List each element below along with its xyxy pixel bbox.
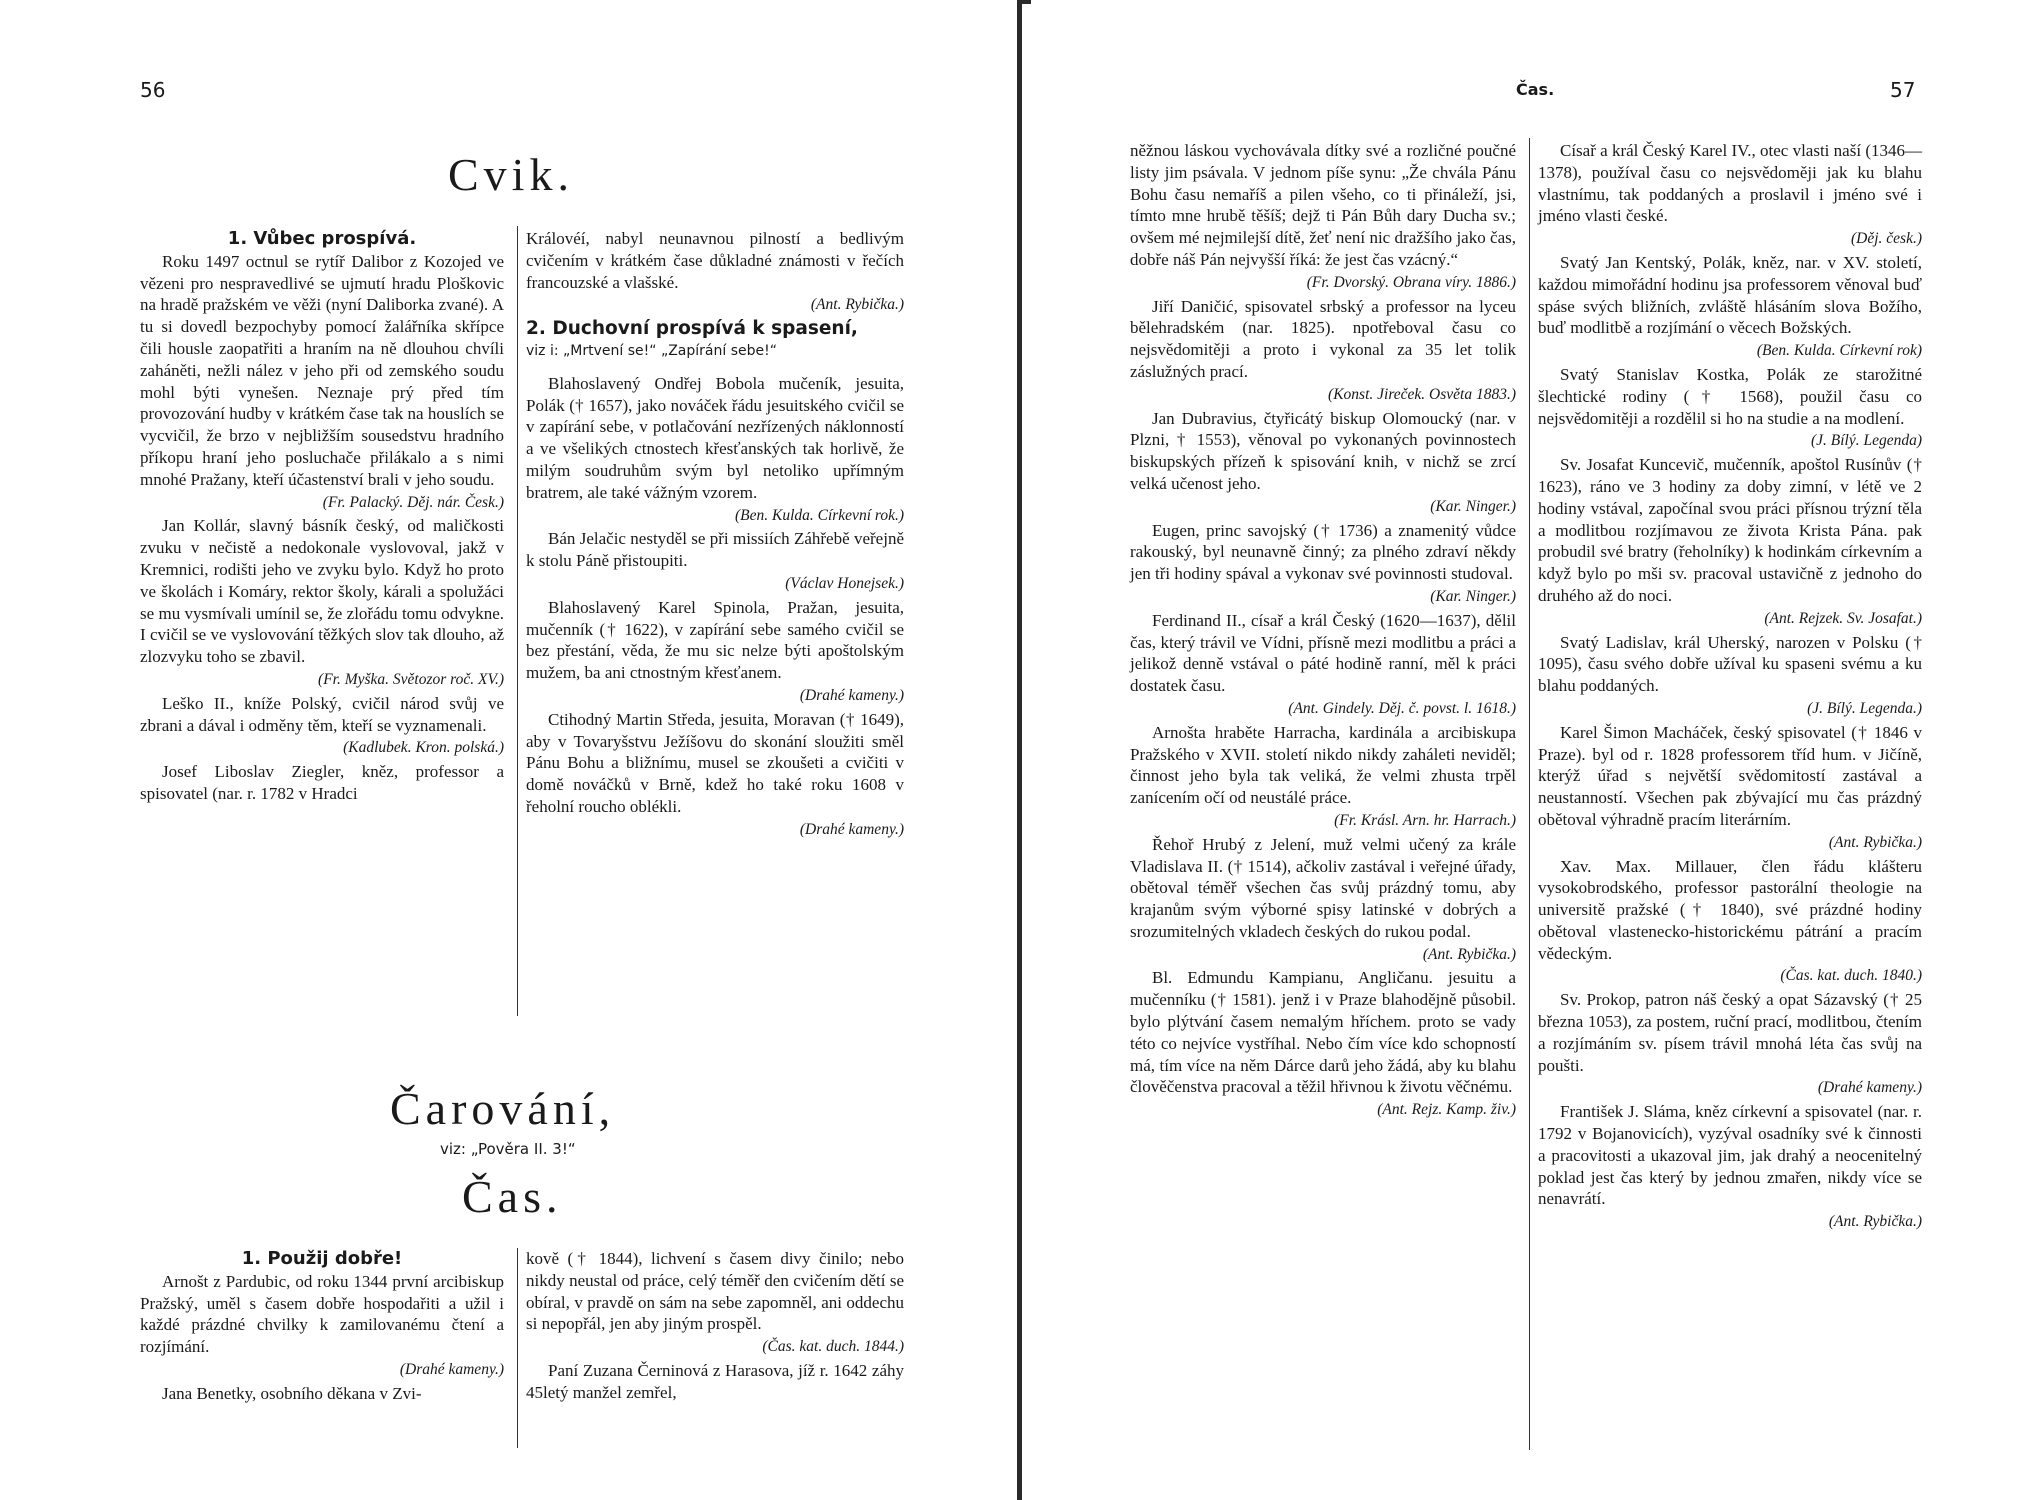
citation: (Ant. Rybička.) (1828, 833, 1922, 851)
citation: (Kadlubek. Kron. polská.) (343, 739, 504, 757)
cas-column-1 (140, 1248, 504, 1406)
citation: (Fr. Palacký. Děj. nár. Česk.) (322, 493, 504, 511)
citation: (Ben. Kulda. Církevní rok) (1756, 342, 1922, 360)
citation: (Fr. Dvorský. Obrana víry. 1886.) (1306, 273, 1516, 291)
paragraph-arnost: Arnošt z Pardubic, od roku 1344 první arcibiskup Pražský, uměl s časem dobře hospodařiti a užil i každé prázdné chvilky k zamilovanému čtení a rozjímání. (140, 1271, 504, 1357)
paragraph-benetka: Jana Benetky, osobního děkana v Zvi- (162, 1383, 422, 1403)
section2-heading: 2. Duchovní prospívá k spasení, (526, 318, 858, 340)
right-page (1020, 0, 2022, 1500)
citation: (Konst. Jireček. Osvěta 1883.) (1328, 385, 1516, 403)
paragraph-karel-iv: Císař a král Český Karel IV., otec vlasti naší (1346—1378), používal času co nejsvědoměji jak ku blahu vlastnímu, tak poddaných a proslavil i jméno své i jméno vlasti české. (1538, 141, 1922, 226)
column-divider (517, 226, 518, 1016)
paragraph-kuncevic: Sv. Josafat Kuncevič, mučenník, apoštol Rusínův († 1623), ráno ve 3 hodiny za doby zimní, v létě ve 2 hodiny vstával, započínal svou práci přísnou trýzní těla a modlitbou rozjímavou ze života Krista Pána. pak probudil své bratry (řeholníky) k hodinkám církevním a když bylo po mši sv. pracoval ustavičně z jednoho do druhého až do noci. (1538, 455, 1922, 605)
paragraph-bobola: Blahoslavený Ondřej Bobola mučeník, jesuita, Polák († 1657), jako nováček řádu jesuitského cvičil se v zapírání sebe, v potlačování nezřízených náklonností a ve všelikých ctnostech křesťanských tak horlivě, že milým soudruhům svým byl netoliko upřímným bratrem, ale také vážným vzorem. (526, 373, 904, 502)
paragraph-cerninova-cont: něžnou láskou vychovávala dítky své a rozličné poučné listy jim psávala. V jednom píše synu: „Že chvála Pánu Bohu času nemaříš a pilen všeho, co ti přináleží, jsi, tímto mne hrubě těšíš; dejž ti Pán Bůh dary Ducha sv.; ovšem mé nejmilejší dítě, žeť není nic dražšího jako čas, dobře náš Pán nejvyšší říká: že jest čas vzácný.“ (1130, 141, 1516, 269)
paragraph-benetka-cont: kově († 1844), lichvení s časem divy činilo; nebo nikdy neustal od práce, celý téměř den cvičením dětí se obíral, v pravdě on sám na sebe zapomněl, ani oddechu si nepopřál, jen aby jiným prospěl. (526, 1249, 904, 1334)
right-column-1 (1130, 140, 1516, 1123)
paragraph-ferdinand: Ferdinand II., císař a král Český (1620—1637), dělil čas, který trávil ve Vídni, přísně mezi modlitbu a práci a jelikož denně vstával o páté hodině ranní, měl k práci dostatek času. (1130, 610, 1516, 696)
paragraph-machacek: Karel Šimon Macháček, český spisovatel († 1846 v Praze). byl od r. 1828 professorem tříd hum. v Jičíně, kterýž úřad s největší svědomitostí zastával a neustanností. Všechen pak zbývající mu čas prázdný obětoval výhradně pracím literárním. (1538, 722, 1922, 829)
paragraph-ladislav: Svatý Ladislav, král Uherský, narozen v Polsku († 1095), času svého dobře užíval ku spaseni svému a ku blahu poddaných. (1538, 632, 1922, 696)
paragraph-slama: František J. Sláma, kněz církevní a spisovatel (nar. r. 1792 v Bojanovicích), vyzýval osadníky své k činnosti a pracovitosti a ukazoval jim, jak drahý a neocenitelný poklad jest čas který by jednou zmařen, nikdy více se nenavrátí. (1538, 1102, 1922, 1209)
paragraph-harrach: Arnošta hraběte Harracha, kardinála a arcibiskupa Pražského v XVII. století nikdo nikdy zaháleti neviděl; činnost jeho byla tak veliká, že velmi zhusta trpěl zanícením očí od neustálé práce. (1130, 722, 1516, 808)
citation: (Drahé kameny.) (799, 686, 904, 704)
paragraph-lesko: Leško II., kníže Polský, cvičil národ svůj ve zbrani a dával i odměny těm, kteří se vyznamenali. (140, 693, 504, 735)
citation: (Ant. Rybička.) (1422, 945, 1516, 963)
paragraph-dalibor: Roku 1497 octnul se rytíř Dalibor z Kozojed ve vězeni pro nespravedlivé se ujmutí hradu Ploškovic na hradě pražském ve věži (nyní Daliborka zvané). A tu si dovedl bezpochyby pomocí žalářníka skřípce čili housle zaopatřiti a hraním na ně dlouhou chvíli zaháněti, nežli nález v jeho při od zemského soudu mohl býti vynešen. Neznaje prý před tím provozování hudby v krátkém čase tak na houslích se vycvičil, že brzo v nejbližším sousedstvu hradního příkopu hraní jeho posluchače přilákalo a s nimi mnohé Pražany, kteří účastenství brali v jeho soudu. (140, 251, 504, 489)
section2-reference: viz i: „Mrtvení se!“ „Zapírání sebe!“ (526, 342, 777, 359)
cas-section-heading: 1. Použij dobře! (241, 1248, 403, 1269)
citation: (Fr. Myška. Světozor roč. XV.) (318, 670, 504, 688)
paragraph-streda: Ctihodný Martin Středa, jesuita, Moravan († 1649), aby v Tovaryšstvu Ježíšovu do skonání sloužiti směl Pánu Bohu a bližnímu, musel se zkoušeti a cvičiti v domě nováčků v Brně, kdež ho také roku 1608 v řeholní roucho oblékli. (526, 709, 904, 816)
paragraph-jelacic: Bán Jelačic nestyděl se při missiích Záhřebě veřejně k stolu Páně přistoupiti. (526, 529, 904, 571)
citation: (Ben. Kulda. Církevní rok.) (734, 506, 904, 524)
citation: (Ant. Rejzek. Sv. Josafat.) (1764, 609, 1922, 627)
citation: (J. Bílý. Legenda.) (1807, 699, 1922, 717)
citation: (Ant. Rybička.) (1828, 1213, 1922, 1231)
citation: (Čas. kat. duch. 1840.) (1780, 967, 1922, 985)
running-head: Čas. (1516, 80, 1555, 99)
citation: (Fr. Krásl. Arn. hr. Harrach.) (1334, 811, 1516, 829)
paragraph-ziegler: Josef Liboslav Ziegler, kněz, professor a spisovatel (nar. r. 1782 v Hradci (140, 762, 504, 803)
citation: (Čas. kat. duch. 1844.) (762, 1338, 904, 1356)
cvik-column-1 (140, 228, 504, 806)
paragraph-kostka: Svatý Stanislav Kostka, Polák ze starožitné šlechtické rodiny († 1568), použil času co nejsvědomitěji a rozdělil si ho na studie a na modlení. (1538, 364, 1922, 428)
title-carovani: Čarování, (390, 1083, 616, 1134)
citation: (Kar. Ninger.) (1430, 587, 1516, 605)
citation: (Ant. Gindely. Děj. č. povst. l. 1618.) (1288, 699, 1516, 717)
paragraph-millauer: Xav. Max. Millauer, člen řádu klášteru vysokobrodského, professor pastorální theologie na universitě pražské († 1840), své prázdné hodiny obětoval vlastenecko-historickému pátrání a pracím vědeckým. (1538, 856, 1922, 963)
citation: (Děj. česk.) (1851, 230, 1922, 248)
carovani-reference: viz: „Pověra II. 3!“ (440, 1140, 576, 1158)
paragraph-kollar: Jan Kollár, slavný básník český, od maličkosti zvuku v nečistě a nedokonale vyslovoval, jakž v Kremnici, rodišti jeho ve zvyku bylo. Když ho proto ve školách i Komáry, rektor školy, kárali a spolužáci se mu vysmívali umínil se, že zlořádu tomu odvykne. I cvičil se ve vyslovování těžkých slov tak dlouho, až zlozvyku toho se zbavil. (140, 516, 504, 667)
paragraph-hruby: Řehoř Hrubý z Jelení, muž velmi učený za krále Vladislava II. († 1514), ačkoliv zastával i veřejné úřady, obětoval téměř všechen čas svůj prázdný tomu, aby krajanům svým výborné spisy latinské v dobrých a srozumitelných vkladech českých do rukou podal. (1130, 834, 1516, 941)
citation: (Drahé kameny.) (1817, 1079, 1922, 1097)
right-column-2 (1538, 140, 1922, 1235)
paragraph-dubravius: Jan Dubravius, čtyřicátý biskup Olomoucký (nar. v Plzni, † 1553), věnoval po vykonaných povinnostech biskupských přízeň k spisování knih, v nichž se zrcí velká učenost jeho. (1130, 408, 1516, 493)
paragraph-spinola: Blahoslavený Karel Spinola, Pražan, jesuita, mučenník († 1622), v zapírání sebe samého cvičil se bez přestání, věda, že mu sic nelze býti apoštolským mužem, ba ani ctnostným křesťanem. (526, 597, 904, 683)
title-cas: Čas. (462, 1171, 563, 1222)
citation: (Ant. Rejz. Kamp. živ.) (1377, 1101, 1516, 1119)
column-divider (517, 1248, 518, 1448)
citation: (Drahé kameny.) (399, 1360, 504, 1378)
page-number-right: 57 (1890, 78, 1916, 102)
citation: (Drahé kameny.) (799, 820, 904, 838)
paragraph-eugen: Eugen, princ savojský († 1736) a znamenitý vůdce rakouský, byl neunavně činný; za plného zdraví někdy jen tři hodiny spával a vykonav své povinnosti studoval. (1130, 520, 1516, 584)
paragraph-ziegler-cont: Královéí, nabyl neunavnou pilností a bedlivým cvičením v krátkém čase důkladné známosti v řečích francouzské a vlašské. (526, 229, 904, 292)
citation: (Ant. Rybička.) (810, 296, 904, 314)
citation: (Kar. Ninger.) (1430, 497, 1516, 515)
paragraph-danicic: Jiří Daničić, spisovatel srbský a professor na lyceu bělehradském (nar. 1825). npotřeboval času co nejsvědomitěji a proto i vykonal za 35 let tolik záslužných prací. (1130, 296, 1516, 381)
title-cvik: Cvik. (448, 149, 574, 200)
citation: (Václav Honejsek.) (785, 574, 904, 592)
citation: (J. Bílý. Legenda) (1810, 432, 1922, 450)
paragraph-kampian: Bl. Edmundu Kampianu, Angličanu. jesuitu a mučenníku († 1581). jenž i v Praze blahodějně působil. bylo plýtvání časem nemalým hříchem. proto se vady této co nejvíce vystříhal. Nebo čím více kdo schopností má, tím více na něm Dárce darů jeho žádá, aby ku blahu člověčenstva pracoval a těžil hřivnou k životu věčnému. (1130, 968, 1516, 1097)
column-divider (1529, 138, 1530, 1450)
paragraph-prokop: Sv. Prokop, patron náš český a opat Sázavský († 25 března 1053), za postem, ruční prací, modlitbou, čtením a rozjímáním sv. písem trávil mnohá léta čas svůj na poušti. (1538, 990, 1922, 1075)
paragraph-cerninova: Paní Zuzana Černinová z Harasova, jíž r. 1642 záhy 45letý manžel zemřel, (526, 1360, 904, 1402)
paragraph-kentsky: Svatý Jan Kentský, Polák, kněz, nar. v XV. století, každou mimořádní hodinu jsa professorem věnoval buď spáse svých bližních, zvláště hlásáním slova Božího, buď modlitbě a rozjímání o věcech Božských. (1538, 252, 1922, 338)
cvik-column-2 (526, 228, 904, 843)
cas-column-2 (526, 1248, 904, 1405)
page-number-left: 56 (140, 78, 166, 102)
cvik-section-heading: 1. Vůbec prospívá. (227, 228, 417, 249)
